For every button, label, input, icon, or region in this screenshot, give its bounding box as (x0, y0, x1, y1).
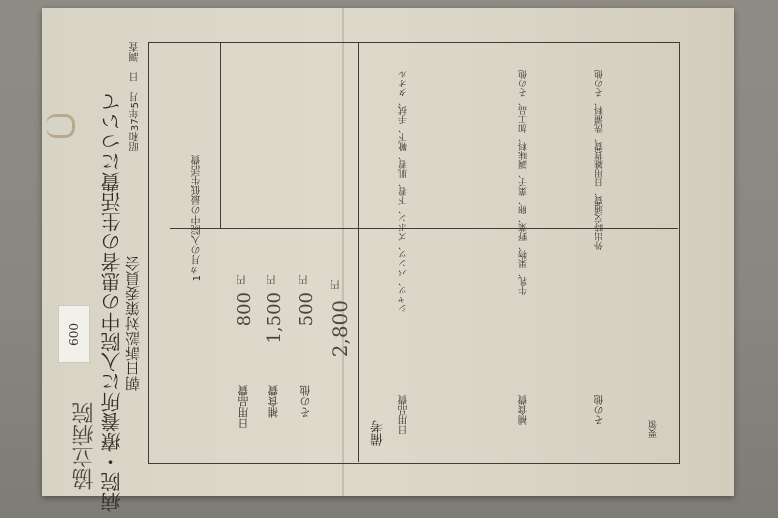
notes-text-other: 外出時交通費、日用雑貨費、洗濯料、その他 (595, 70, 605, 250)
total-value: 2,800 (328, 300, 352, 358)
notes-text-daily: シャツ、パンツ、ズボン、下着、肌着、靴下、手拭、タオル (399, 70, 409, 313)
notes-label-other: その他 (595, 395, 606, 425)
field-unit-other: 円 (299, 275, 310, 285)
survey-date: 昭和37年5月 日 調査 (130, 42, 141, 152)
field-unit-food: 円 (267, 275, 278, 285)
total-unit: 円 (331, 280, 342, 290)
notes-label-daily: 日用品費 (399, 395, 410, 435)
document-title: 病院・療養所に入院中の患者の生活費について (100, 92, 124, 512)
notes-heading: 備考 (371, 420, 386, 446)
field-label-daily: 日用品費 (237, 385, 250, 429)
field-value-food: 1,500 (264, 292, 285, 344)
price-tag: 600 (58, 305, 90, 363)
field-value-other: 500 (296, 292, 317, 327)
table-column-line (220, 42, 221, 228)
handwritten-hospital-note: 協立病院 (72, 402, 97, 490)
section-heading: 1ヵ月の入院中の最低生活費 (192, 155, 203, 282)
notes-column-line (358, 42, 359, 462)
field-label-other: その他 (299, 385, 312, 418)
field-label-food: 補食費 (267, 385, 280, 418)
notes-label-food: 補食費 (519, 395, 530, 425)
field-unit-daily: 円 (237, 275, 248, 285)
footer-note: 要領 (649, 420, 659, 438)
paper-clip-icon (46, 114, 75, 138)
field-value-daily: 800 (234, 292, 255, 327)
committee-name: 朝日訴訟対策委員会 (124, 256, 142, 391)
notes-text-food: 牛乳、果物、野菜、卵、菓子、調味料、加工品、その他 (519, 70, 529, 295)
